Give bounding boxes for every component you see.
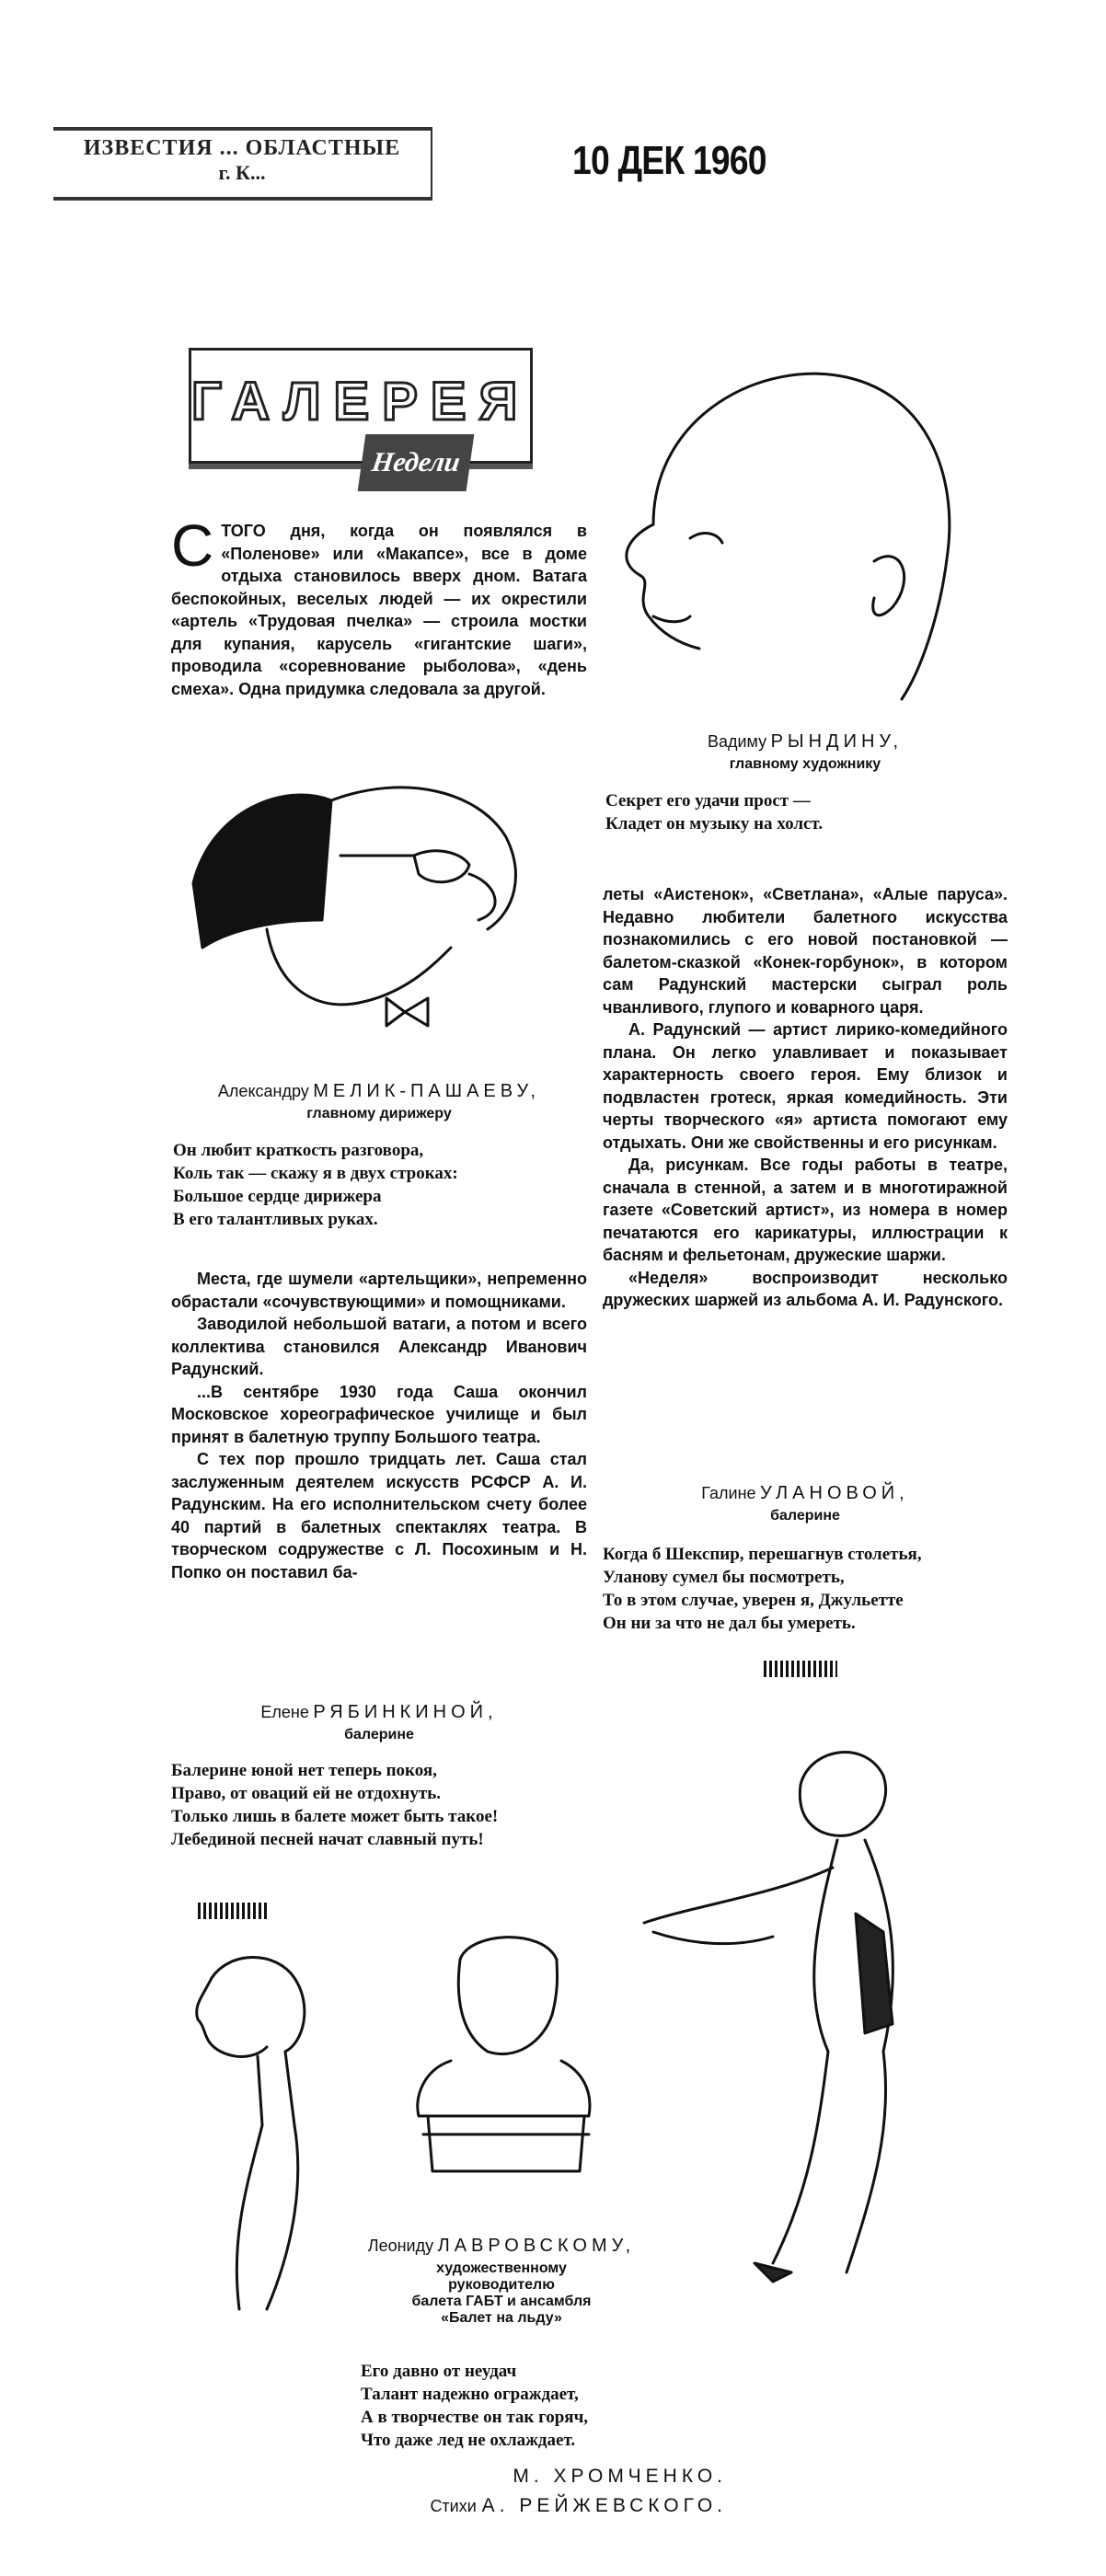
paragraph: С тех пор прошло тридцать лет. Саша стал заслуженным деятелем искусств РСФСР А. И. Радунским. На его исполнительском счету более 40 партий в балетных спектаклях театра. В творческом содружестве с Л. Посохиным и Н. Попко он поставил ба- [171, 1450, 587, 1581]
shoe [755, 2263, 791, 2282]
verse-line: Секрет его удачи прост — [605, 791, 811, 811]
stamp-line-1: ИЗВЕСТИЯ ... ОБЛАСТНЫЕ [83, 136, 401, 160]
stamp-line-2: г. К... [218, 161, 266, 184]
hair [193, 795, 331, 948]
melik-pashaev-caption [171, 1081, 587, 1122]
head-outline [331, 788, 515, 929]
first-name: Галине [701, 1484, 756, 1502]
right-column-text [603, 883, 1008, 1312]
surname: РЫНДИНУ, [770, 731, 904, 752]
verse-line: Он любит краткость разговора, [173, 1141, 424, 1160]
verse-line: А в творчестве он так горяч, [361, 2408, 589, 2427]
paragraph: леты «Аистенок», «Светлана», «Алые паруса». Недавно любители балетного искусства познакомились с его новой постановкой — балетом-сказкой «Конек-горбунок», в котором сам Радунский мастерски сыграл роль чванливого, глупого и коварного царя. [603, 885, 1008, 1017]
ryabinkina-caption [171, 1702, 587, 1743]
face [197, 1978, 267, 2056]
nose [469, 874, 495, 920]
pedestal [423, 2116, 589, 2171]
role: балерине [770, 1508, 840, 1524]
ear [873, 557, 904, 615]
ryndin-caption [603, 731, 1008, 773]
paragraph: ...В сентябре 1930 года Саша окончил Московское хореографическое училище и был принят в балетную труппу Большого театра. [171, 1382, 587, 1446]
bust [418, 2061, 590, 2116]
separator-mark [198, 1903, 267, 1919]
left-column-text [171, 1268, 587, 1583]
surname: ЛАВРОВСКОМУ, [437, 2236, 636, 2256]
verse-line: Он ни за что не дал бы умереть. [603, 1614, 856, 1633]
melik-pashaev-caricature [175, 773, 561, 1067]
ryabinkina-caricature [175, 1941, 350, 2328]
first-name: Александру [217, 1082, 309, 1100]
role-line: балета ГАБТ и ансамбля [411, 2294, 592, 2309]
paragraph: Места, где шумели «артельщики», непременно обрастали «сочувствующими» и помощниками. [171, 1270, 587, 1311]
verse-line: Лебединой песней начат славный путь! [171, 1830, 484, 1849]
paragraph: Да, рисункам. Все годы работы в театре, сначала в стенной, а затем и в многотиражной газете «Советский артист», из номера в номер печатаются его карикатуры, иллюстрации к басням и фельетонам, дружеские шаржи. [603, 1156, 1008, 1264]
role-line: руководителю [448, 2277, 555, 2293]
head-outline [653, 374, 950, 699]
ulanova-caption [603, 1483, 1008, 1524]
date-stamp: 10 ДЕК 1960 [572, 138, 766, 183]
verse-line: Большое сердце дирижера [173, 1187, 382, 1206]
surname: МЕЛИК-ПАШАЕВУ, [313, 1081, 541, 1101]
bow-tie [386, 998, 428, 1026]
verse-line: Право, от оваций ей не отдохнуть. [171, 1784, 441, 1803]
arm [644, 1868, 833, 1944]
first-name: Леониду [367, 2237, 434, 2255]
mouth [653, 616, 690, 622]
role-line: художественному [436, 2260, 567, 2276]
nedelya-logo: Недели [358, 434, 475, 491]
verses-prefix: Стихи [430, 2497, 477, 2515]
verse-line: Коль так — скажу я в двух строках: [173, 1164, 458, 1183]
ryabinkina-verse [171, 1759, 498, 1851]
ulanova-caricature [589, 1730, 1031, 2300]
face-profile [627, 524, 699, 649]
paragraph: А. Радунский — артист лирико-комедийного плана. Он легко улавливает и показывает характерность своего героя. Ему близок и подвластен гротеск, яркая комедийность. Эти черты творческого «я» артиста помогают ему отдыхать. Они же свойственны и его рисункам. [603, 1020, 1008, 1152]
face [458, 1960, 557, 2054]
legs [773, 2052, 886, 2272]
glasses [340, 851, 469, 882]
melik-pashaev-verse [173, 1139, 458, 1231]
verse-line: То в этом случае, уверен я, Джульетте [603, 1591, 904, 1610]
verse-line: Уланову сумел бы посмотреть, [603, 1568, 845, 1587]
first-name: Елене [260, 1703, 309, 1721]
gallery-header [189, 348, 533, 464]
role: главному художнику [729, 756, 881, 772]
arm [236, 2125, 297, 2309]
intro-text: ТОГО дня, когда он появлялся в «Поленове» или «Макапсе», все в доме отдыха становилось вверх дном. Ватага беспокойных, веселых людей — их окрестили «артель «Трудовая пчелка» — строила мостки для купания, карусель «гигантские шаги», проводила «соревнование рыболова», «день смеха». Одна придумка следовала за другой. [171, 522, 587, 698]
jaw [267, 929, 451, 1005]
lavrovsky-caricature [405, 1923, 607, 2190]
verse-line: Когда б Шекспир, перешагнув столетья, [603, 1545, 922, 1564]
verse-line: Его давно от неудач [361, 2362, 517, 2381]
role: балерине [344, 1727, 414, 1742]
verses-credit [396, 2495, 727, 2517]
lavrovsky-caption [350, 2236, 653, 2327]
separator-mark [764, 1661, 837, 1677]
lavrovsky-verse [361, 2360, 588, 2452]
archive-stamp [53, 127, 432, 201]
verse-line: Талант надежно ограждает, [361, 2385, 579, 2404]
hair [212, 1958, 305, 2053]
surname: РЯБИНКИНОЙ, [313, 1702, 498, 1722]
verse-line: Кладет он музыку на холст. [605, 814, 824, 834]
role: главному дирижеру [306, 1106, 452, 1121]
verse-line: Только лишь в балете может быть такое! [171, 1807, 499, 1826]
paragraph: «Неделя» воспроизводит несколько дружеских шаржей из альбома А. И. Радунского. [603, 1268, 1008, 1309]
eye [690, 534, 722, 543]
drop-cap: С [171, 512, 214, 579]
verses-author: А. РЕЙЖЕВСКОГО. [481, 2495, 727, 2516]
hair [460, 1938, 557, 1960]
surname: УЛАНОВОЙ, [760, 1483, 909, 1503]
bodice [856, 1914, 893, 2033]
ulanova-verse [603, 1543, 922, 1635]
head [800, 1753, 885, 1836]
first-name: Вадиму [707, 732, 767, 751]
neck [258, 2052, 294, 2125]
author-signature: М. ХРОМЧЕНКО. [513, 2466, 727, 2487]
verse-line: Балерине юной нет теперь покоя, [171, 1761, 437, 1780]
intro-paragraph [171, 512, 587, 700]
verse-line: В его талантливых руках. [173, 1210, 378, 1229]
gallery-title: ГАЛЕРЕЯ [191, 372, 531, 431]
verse-line: Что даже лед не охлаждает. [361, 2431, 576, 2450]
ryndin-verse [605, 789, 823, 835]
role-line: «Балет на льду» [441, 2310, 562, 2326]
ryndin-caricature [598, 340, 1021, 718]
paragraph: Заводилой небольшой ватаги, а потом и всего коллектива становился Александр Иванович Радунский. [171, 1315, 587, 1378]
